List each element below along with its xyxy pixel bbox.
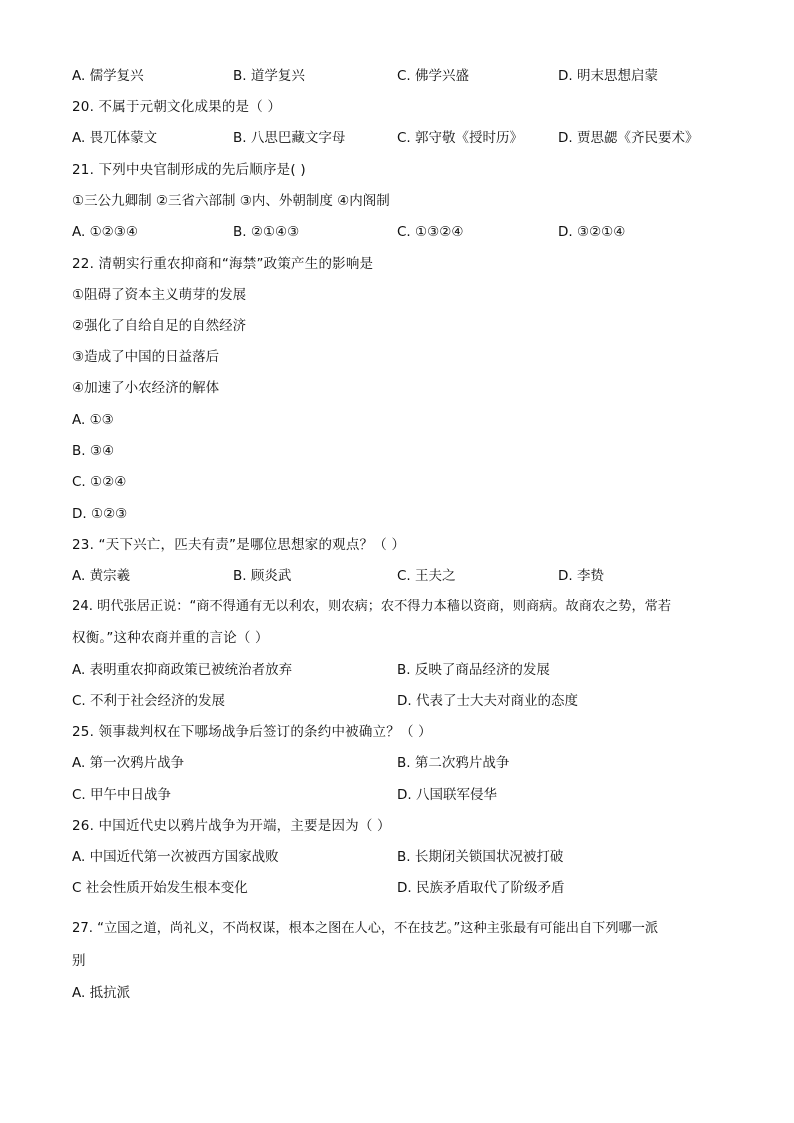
q22-item-1: ①阻碍了资本主义萌芽的发展 (72, 287, 247, 303)
q20-option-a[interactable]: A. 畏兀体蒙文 (72, 130, 158, 146)
q23-option-c[interactable]: C. 王夫之 (397, 568, 456, 584)
q21-option-d[interactable]: D. ③②①④ (558, 224, 626, 240)
q26-stem: 26. 中国近代史以鸦片战争为开端，主要是因为（ ） (72, 818, 391, 834)
q22-option-c[interactable]: C. ①②④ (72, 474, 127, 490)
q26-option-a[interactable]: A. 中国近代第一次被西方国家战败 (72, 849, 279, 865)
q21-stem: 21. 下列中央官制形成的先后顺序是( ) (72, 162, 306, 178)
q19-option-d[interactable]: D. 明末思想启蒙 (558, 68, 658, 84)
q23-option-a[interactable]: A. 黄宗羲 (72, 568, 131, 584)
q19-option-b[interactable]: B. 道学复兴 (233, 68, 305, 84)
q20-option-d[interactable]: D. 贾思勰《齐民要术》 (558, 130, 699, 146)
q20-stem: 20. 不属于元朝文化成果的是（ ） (72, 99, 282, 115)
q22-option-b[interactable]: B. ③④ (72, 443, 115, 459)
q26-option-c[interactable]: C 社会性质开始发生根本变化 (72, 880, 248, 896)
q22-item-2: ②强化了自给自足的自然经济 (72, 318, 247, 334)
q25-option-a[interactable]: A. 第一次鸦片战争 (72, 755, 185, 771)
q25-option-c[interactable]: C. 甲午中日战争 (72, 787, 172, 803)
q21-option-b[interactable]: B. ②①④③ (233, 224, 300, 240)
q22-item-4: ④加速了小农经济的解体 (72, 380, 220, 396)
q24-option-a[interactable]: A. 表明重农抑商政策已被统治者放弃 (72, 662, 293, 678)
q27-stem-line2: 别 (72, 953, 86, 969)
q21-items: ①三公九卿制 ②三省六部制 ③内、外朝制度 ④内阁制 (72, 193, 390, 209)
q24-option-c[interactable]: C. 不利于社会经济的发展 (72, 693, 226, 709)
q22-item-3: ③造成了中国的日益落后 (72, 349, 220, 365)
q26-option-b[interactable]: B. 长期闭关锁国状况被打破 (397, 849, 564, 865)
q19-option-c[interactable]: C. 佛学兴盛 (397, 68, 470, 84)
q20-option-c[interactable]: C. 郭守敬《授时历》 (397, 130, 524, 146)
q23-option-d[interactable]: D. 李贽 (558, 568, 604, 584)
q24-stem-line1: 24. 明代张居正说：“商不得通有无以利农，则农病；农不得力本穑以资商，则商病。故商农之势，常若 (72, 599, 672, 614)
q22-option-d[interactable]: D. ①②③ (72, 506, 128, 522)
q23-option-b[interactable]: B. 顾炎武 (233, 568, 292, 584)
q23-stem: 23. “天下兴亡，匹夫有责”是哪位思想家的观点？（ ） (72, 537, 406, 553)
q24-option-b[interactable]: B. 反映了商品经济的发展 (397, 662, 550, 678)
q25-option-b[interactable]: B. 第二次鸦片战争 (397, 755, 510, 771)
q27-option-a[interactable]: A. 抵抗派 (72, 985, 131, 1001)
q25-stem: 25. 领事裁判权在下哪场战争后签订的条约中被确立？（ ） (72, 724, 432, 740)
q20-option-b[interactable]: B. 八思巴藏文字母 (233, 130, 346, 146)
q27-stem-line1: 27. “立国之道，尚礼义，不尚权谋，根本之图在人心，不在技艺。”这种主张最有可能出自下列哪一派 (72, 921, 659, 936)
q25-option-d[interactable]: D. 八国联军侵华 (397, 787, 497, 803)
q22-option-a[interactable]: A. ①③ (72, 412, 114, 428)
q21-option-a[interactable]: A. ①②③④ (72, 224, 138, 240)
q21-option-c[interactable]: C. ①③②④ (397, 224, 464, 240)
q24-stem-line2: 权衡。”这种农商并重的言论（ ） (72, 630, 269, 646)
q26-option-d[interactable]: D. 民族矛盾取代了阶级矛盾 (397, 880, 565, 896)
q22-stem: 22. 清朝实行重农抑商和“海禁”政策产生的影响是 (72, 256, 374, 272)
q19-option-a[interactable]: A. 儒学复兴 (72, 68, 144, 84)
q24-option-d[interactable]: D. 代表了士大夫对商业的态度 (397, 693, 578, 709)
